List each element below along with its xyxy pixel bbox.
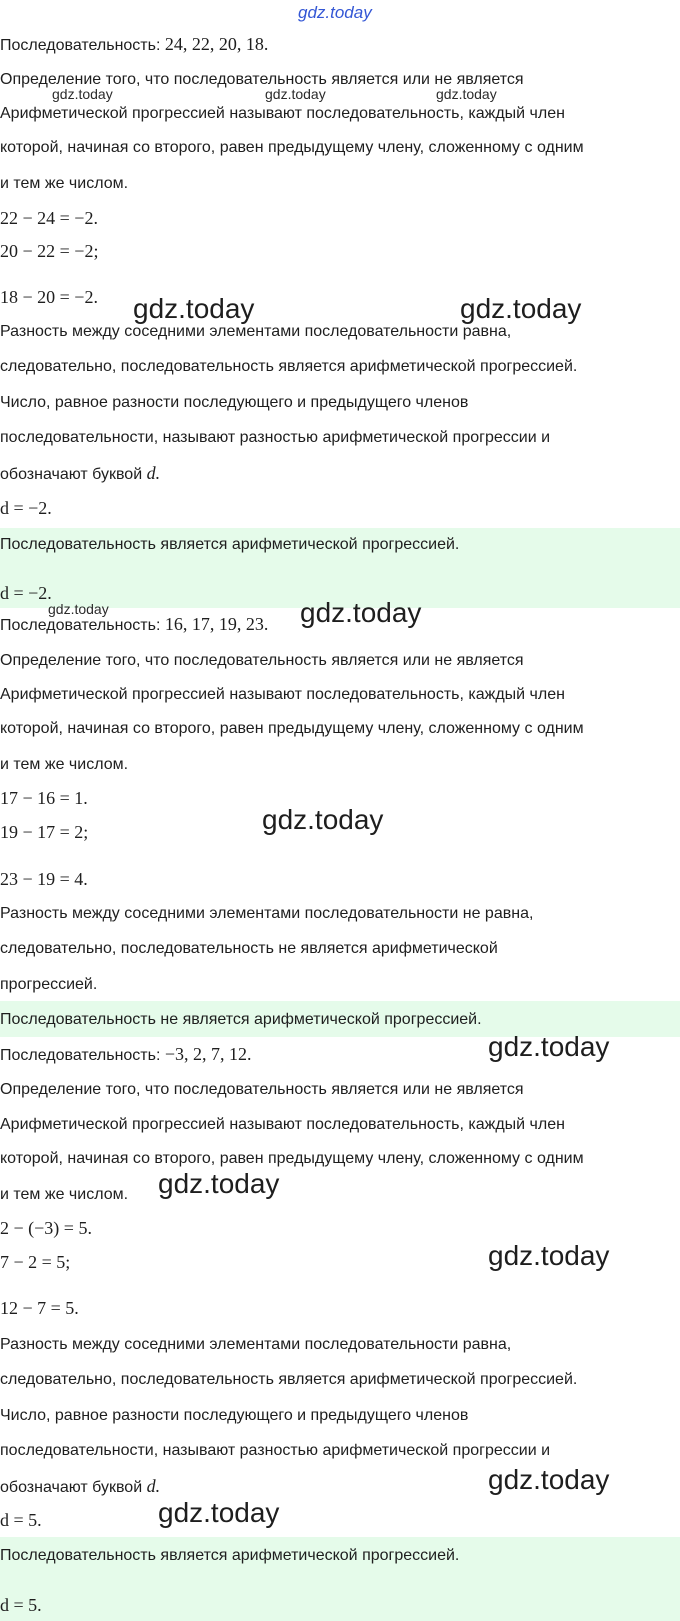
watermark: gdz.today [158,1168,280,1199]
definition-line: Арифметической прогрессией называют последовательность, каждый член [0,686,565,703]
definition-line: и тем же числом. [0,175,129,192]
sequence-line [0,614,268,634]
equation: 22 − 24 = −2. [0,208,98,228]
definition-line: Арифметической прогрессией называют последовательность, каждый член [0,105,565,122]
sequence-intro: Последовательность: [0,617,161,634]
definition-line: и тем же числом. [0,756,129,773]
definition-line: Определение того, что последовательность является или не является [0,1081,524,1098]
equation: 20 − 22 = −2; [0,241,99,261]
sequence-line [0,1044,252,1064]
difference-letter: d. [146,463,161,483]
watermark: gdz.today [488,1031,610,1062]
definition-line: которой, начиная со второго, равен предыдущему члену, сложенному с одним [0,1150,584,1167]
definition-line: Определение того, что последовательность является или не является [0,71,524,88]
watermark: gdz.today [488,1240,610,1271]
conclusion-line: следовательно, последовательность является арифметической прогрессией. [0,358,578,375]
difference-definition-line [0,1476,160,1496]
watermark: gdz.today [52,86,113,102]
watermark: gdz.today [460,293,582,324]
difference-definition-line: Число, равное разности последующего и предыдущего членов [0,394,469,411]
watermark: gdz.today [436,86,497,102]
conclusion-line: следовательно, последовательность не является арифметической [0,940,498,957]
difference-letter: d. [146,1476,161,1496]
equation: 17 − 16 = 1. [0,788,88,808]
sequence-intro: Последовательность: [0,1047,161,1064]
definition-line: и тем же числом. [0,1186,129,1203]
difference-value: d = 5. [0,1510,42,1530]
sequence-values: −3, 2, 7, 12. [164,1044,252,1064]
conclusion-line: Разность между соседними элементами последовательности не равна, [0,905,534,922]
watermark: gdz.today [265,86,326,102]
watermark: gdz.today [262,804,384,835]
difference-definition-text: обозначают буквой [0,1479,143,1496]
watermark: gdz.today [133,293,255,324]
difference-definition-line: последовательности, называют разностью арифметической прогрессии и [0,1442,551,1459]
definition-line: которой, начиная со второго, равен предыдущему члену, сложенному с одним [0,720,584,737]
answer-difference: d = −2. [0,583,52,603]
equation: 18 − 20 = −2. [0,287,98,307]
answer-text: Последовательность является арифметической прогрессией. [0,1547,460,1564]
conclusion-line: Разность между соседними элементами последовательности равна, [0,323,512,340]
equation: 19 − 17 = 2; [0,822,89,842]
answer-text: Последовательность является арифметической прогрессией. [0,536,460,553]
difference-definition-text: обозначают буквой [0,466,143,483]
difference-definition-line: последовательности, называют разностью арифметической прогрессии и [0,429,551,446]
equation: 7 − 2 = 5; [0,1252,71,1272]
answer-text: Последовательность не является арифметической прогрессией. [0,1011,482,1028]
sequence-values: 16, 17, 19, 23. [164,614,269,634]
equation: 2 − (−3) = 5. [0,1218,92,1238]
difference-definition-line [0,463,160,483]
conclusion-line: Разность между соседними элементами последовательности равна, [0,1336,512,1353]
definition-line: Определение того, что последовательность является или не является [0,652,524,669]
site-logo[interactable]: gdz.today [298,3,372,22]
equation: 12 − 7 = 5. [0,1298,79,1318]
conclusion-line: следовательно, последовательность является арифметической прогрессией. [0,1371,578,1388]
sequence-intro: Последовательность: [0,37,161,54]
difference-definition-line: Число, равное разности последующего и предыдущего членов [0,1407,469,1424]
watermark: gdz.today [158,1497,280,1528]
sequence-line [0,34,268,54]
equation: 23 − 19 = 4. [0,869,88,889]
sequence-values: 24, 22, 20, 18. [164,34,269,54]
watermark: gdz.today [300,597,422,628]
difference-value: d = −2. [0,498,52,518]
definition-line: Арифметической прогрессией называют последовательность, каждый член [0,1116,565,1133]
definition-line: которой, начиная со второго, равен предыдущему члену, сложенному с одним [0,139,584,156]
answer-difference: d = 5. [0,1595,42,1615]
watermark: gdz.today [48,601,109,617]
watermark: gdz.today [488,1464,610,1495]
conclusion-line: прогрессией. [0,976,98,993]
